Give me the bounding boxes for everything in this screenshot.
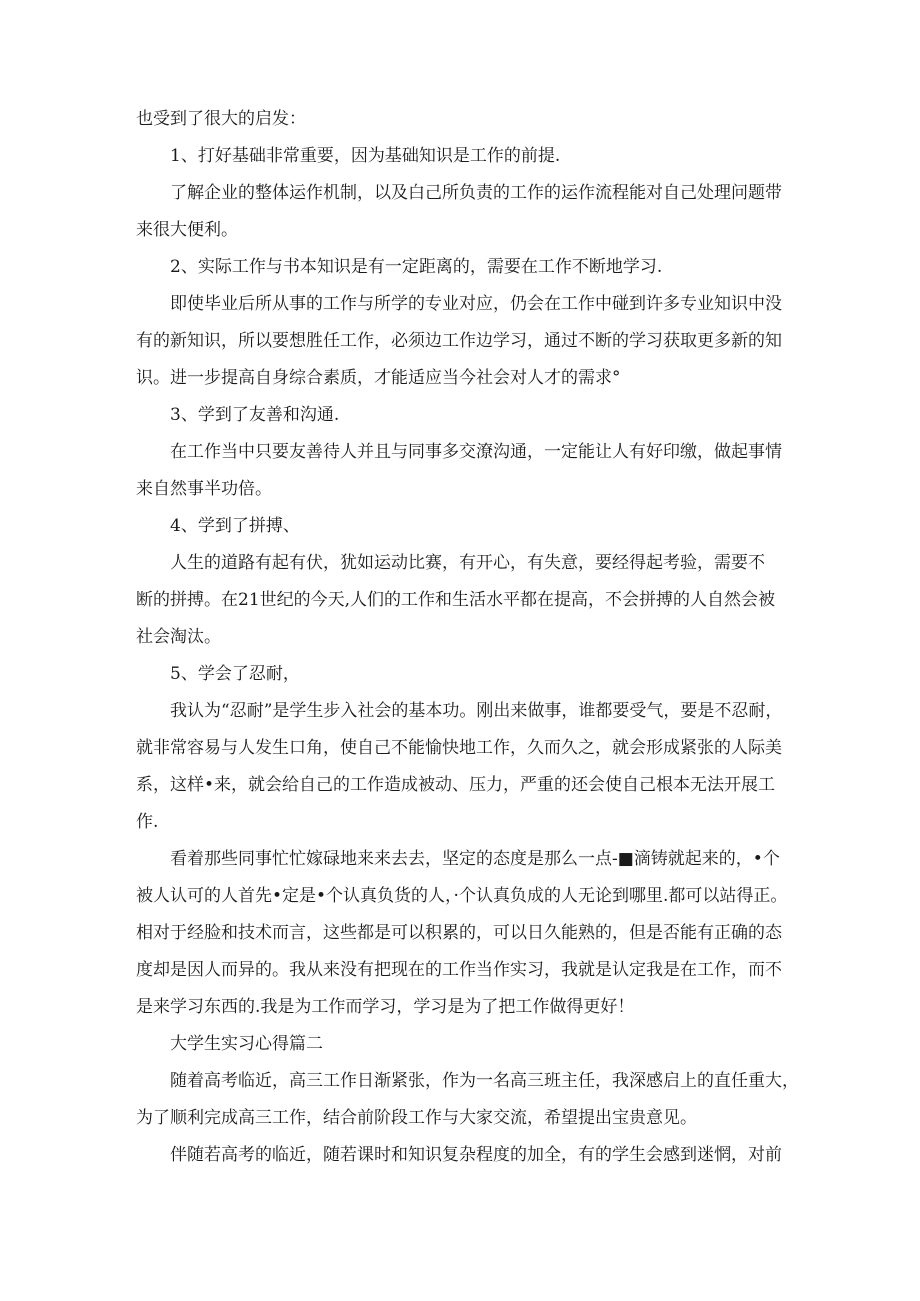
text-line: 人生的道路有起有伏，犹如运动比赛，有开心，有失意，要经得起考验，需要不: [170, 553, 765, 573]
list-heading-3: 3、学到了友善和沟通.: [170, 405, 340, 425]
text-line: 即使毕业后所从事的工作与所学的专业对应，仍会在工作中碰到许多专业知识中没: [170, 294, 782, 314]
text-line: 我认为“忍耐”是学生步入社会的基本功。刚出来做事，谁都要受气，要是不忍耐，: [170, 701, 783, 721]
list-heading-2: 2、实际工作与书本知识是有一定距离的，需要在工作不断地学习.: [170, 257, 663, 277]
text-line: 作.: [136, 812, 159, 832]
text-line: 度却是因人而异的。我从来没有把现在的工作当作实习，我就是认定我是在工作，而不: [136, 960, 782, 980]
text-line: 来很大便利。: [136, 220, 238, 240]
list-heading-5: 5、学会了忍耐，: [170, 664, 300, 684]
text-line: 也受到了很大的启发：: [136, 109, 306, 129]
text-line: 了解企业的整体运作机制，以及白己所负责的工作的运作流程能对自己处理问题带: [170, 183, 782, 203]
text-line: 断的拼搏。在21世纪的今天,人们的工作和生活水平都在提高，不会拼搏的人自然会被: [136, 590, 776, 610]
text-line: 随着高考临近，高三工作日渐紧张，作为一名高三班主任，我深感启上的直任重大，: [170, 1071, 799, 1091]
text-line: 社会淘汰。: [136, 627, 221, 647]
text-line: 被人认可的人首先•定是•个认真负货的人，·个认真负成的人无论到哪里.都可以站得正。: [136, 886, 788, 906]
list-heading-4: 4、学到了拼搏、: [170, 516, 300, 536]
list-heading-1: 1、打好基础非常重要，因为基础知识是工作的前提.: [170, 146, 561, 166]
text-line: 伴随若高考的临近，随若课时和知识复杂程度的加全，有的学生会感到迷惘，对前: [170, 1145, 782, 1165]
text-line: 有的新知识，所以要想胜任工作，必须边工作边学习，通过不断的学习获取更多新的知: [136, 331, 782, 351]
text-line: 系，这样•来，就会给自己的工作造成被动、压力，严重的还会使自己根本无法开展工: [136, 775, 776, 795]
section-heading: 大学生实习心得篇二: [170, 1034, 323, 1054]
text-line: 在工作当中只要友善待人并且与同事多交潦沟通，一定能让人有好印缴，做起事情: [170, 442, 782, 462]
text-line: 为了顺利完成高三工作，结合前阶段工作与大家交流，希望提出宝贵意见。: [136, 1108, 697, 1128]
text-line: 相对于经脸和技术而言，这些都是可以积累的，可以日久能熟的，但是否能有正确的态: [136, 923, 782, 943]
text-line: 来自然事半功倍。: [136, 479, 272, 499]
text-line: 识。进一步提高自身综合素质，才能适应当今社会对人才的需求°: [136, 368, 621, 388]
text-line: 是来学习东西的.我是为工作而学习，学习是为了把工作做得更好！: [136, 997, 635, 1017]
text-line: 看着那些同事忙忙嫁碌地来来去去，坚定的态度是那么一点-■滴铸就起来的，•个: [170, 849, 780, 869]
text-line: 就非常容易与人发生口角，使自己不能愉快地工作，久而久之，就会形成紧张的人际美: [136, 738, 782, 758]
